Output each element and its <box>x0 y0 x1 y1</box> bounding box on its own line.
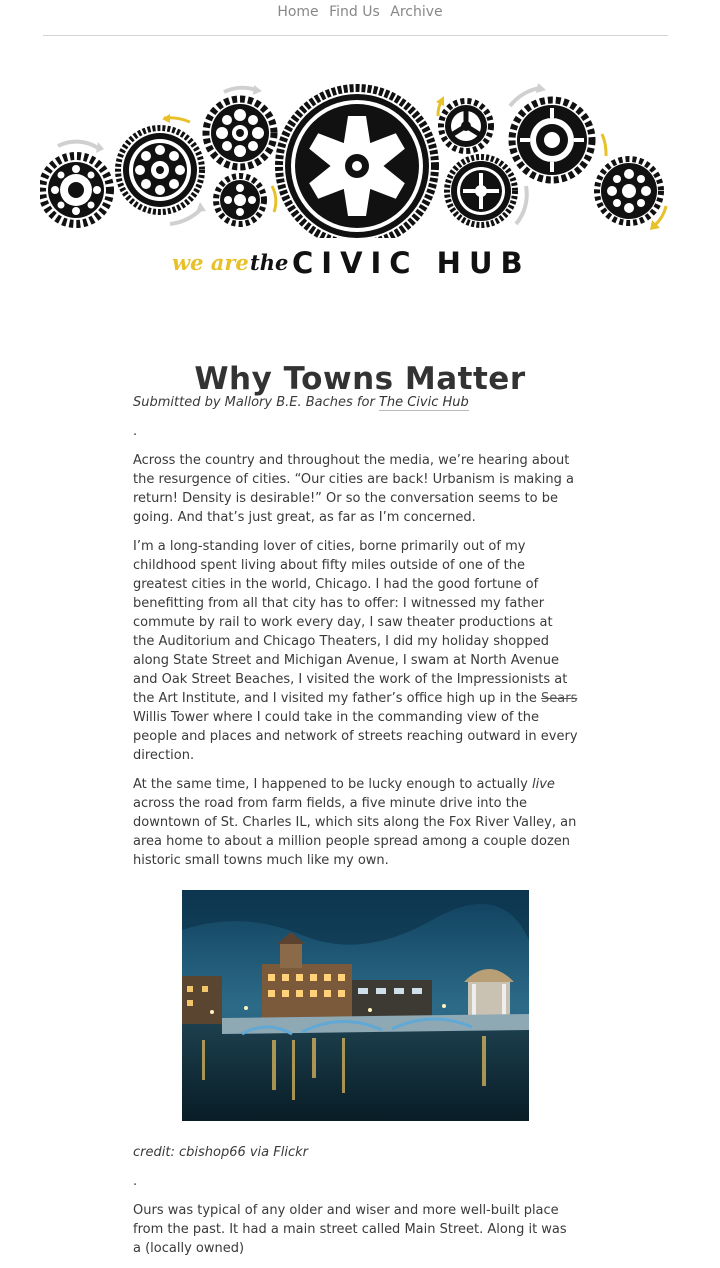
gear-icon <box>118 128 202 212</box>
byline-prefix: Submitted by Mallory B.E. Baches for <box>133 395 379 410</box>
separator-dot: . <box>133 424 138 439</box>
gear-icon <box>206 99 274 167</box>
gear-icon <box>512 100 592 180</box>
paragraph: Across the country and throughout the media, we’re hearing about the resurgence of cities. “Our cities are back! Urbanism is making a return! Density is desirable!” Or so the conversation seems to be going. And that’s just great, as far as I’m concerned. <box>133 453 574 525</box>
byline-link[interactable]: The Civic Hub <box>378 395 469 410</box>
site-tagline[interactable] <box>0 244 720 284</box>
paragraph <box>133 775 578 870</box>
gear-icon <box>447 157 515 225</box>
paragraph-text: across the road from farm fields, a five minute drive into the downtown of St. Charles IL, which sits along the Fox River Valley, an area home to about a million people spread among a couple dozen historic small towns much like my own. <box>133 796 577 868</box>
photo-container <box>133 890 578 1121</box>
paragraph-text: I’m a long-standing lover of cities, borne primarily out of my childhood spent living about fifty miles outside of one of the greatest cities in the world, Chicago. I had the good fortune of benefitting from all that city has to offer: I witnessed my father commute by rail to work every day, I saw theater productions at the Auditorium and Chicago Theaters, I did my holiday shopped along State Street and Michigan Avenue, I swam at North Avenue and Oak Street Beaches, I visited the work of the Impressionists at the Art Institute, and I visited my father’s office high up in the <box>133 539 568 706</box>
photo-credit: credit: cbishop66 via Flickr <box>133 1145 308 1160</box>
gear-icon <box>42 156 110 224</box>
post-body <box>133 393 578 1268</box>
tagline-the: the <box>250 250 289 275</box>
site-name: CIVIC HUB <box>292 246 531 280</box>
gears-banner-logo[interactable] <box>40 78 672 238</box>
top-nav <box>0 4 720 20</box>
paragraph: Ours was typical of any older and wiser and more well-built place from the past. It had a main street called Main Street. Along it was a (locally owned) <box>133 1203 567 1256</box>
gear-icon <box>597 159 661 223</box>
gear-icon <box>216 176 264 224</box>
nav-divider <box>43 35 668 36</box>
gear-center-hub-icon <box>279 88 435 238</box>
separator-dot: . <box>133 1174 138 1189</box>
paragraph-text: At the same time, I happened to be lucky enough to actually <box>133 777 532 792</box>
post-title: Why Towns Matter <box>194 360 526 397</box>
paragraph-text: Willis Tower where I could take in the commanding view of the people and places and network of streets reaching outward in every direction. <box>133 710 578 763</box>
tagline-we-are: we are <box>172 250 249 275</box>
gear-icon <box>441 101 491 151</box>
emphasis-text: live <box>531 777 555 792</box>
nav-home-link[interactable]: Home <box>277 4 319 20</box>
nav-find-us-link[interactable]: Find Us <box>329 4 380 20</box>
struck-text: Sears <box>541 691 578 706</box>
nav-archive-link[interactable]: Archive <box>390 4 443 20</box>
post-byline <box>133 393 578 412</box>
paragraph <box>133 537 578 765</box>
post-photo[interactable] <box>182 890 529 1121</box>
